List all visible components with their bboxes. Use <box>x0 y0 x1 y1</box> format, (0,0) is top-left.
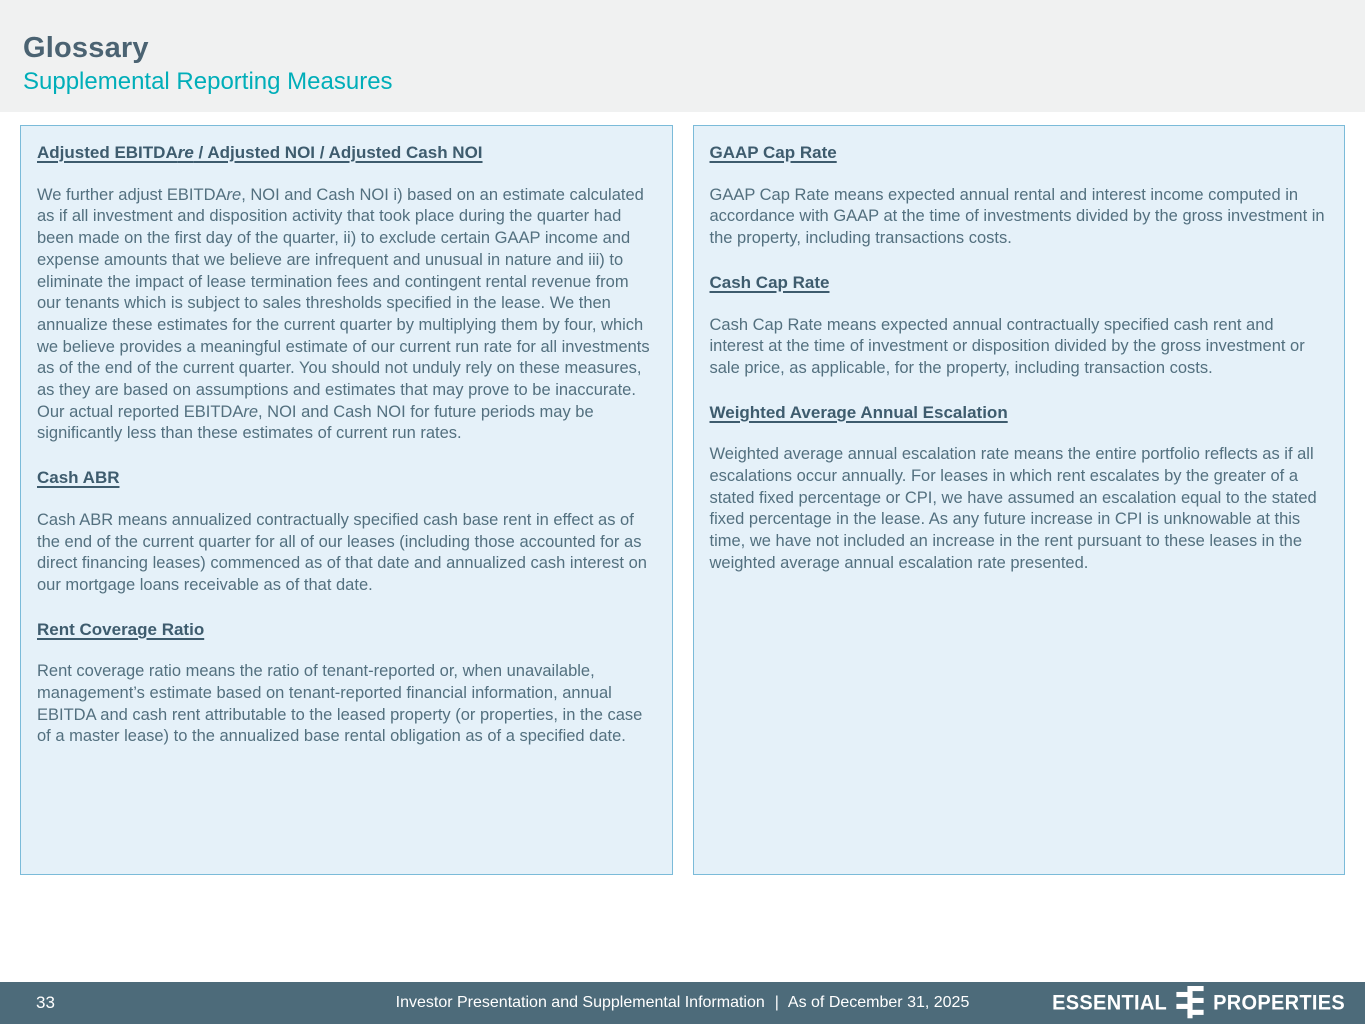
glossary-term-adjusted-ebitdare: Adjusted EBITDAre / Adjusted NOI / Adjusted Cash NOI <box>37 143 483 162</box>
glossary-definition-weighted-average-annual-escalation: Weighted average annual escalation rate means the entire portfolio reflects as if all escalations occur annually. For leases in which rent escalates by the greater of a stated fixed percentage or CPI, we have assumed an escalation equal to the stated fixed percentage in the lease. As any future increase in CPI is unknowable at this time, we have not included an increase in the rent pursuant to these leases in the weighted average annual escalation rate presented. <box>709 445 1317 572</box>
footer-separator: | <box>774 994 779 1011</box>
footer-bar <box>0 982 1365 1024</box>
footer-caption-text: Investor Presentation and Supplemental Information <box>395 994 765 1011</box>
essential-properties-logo <box>1052 986 1345 1020</box>
glossary-term-cash-abr: Cash ABR <box>37 468 120 488</box>
slide-header <box>0 0 1365 112</box>
glossary-definition-adjusted-ebitdare: We further adjust EBITDAre, NOI and Cash NOI i) based on an estimate calculated as if all investment and disposition activity that took place during the quarter had been made on the first day of the quarter, ii) to exclude certain GAAP income and expense amounts that we believe are infrequent and unusual in nature and iii) to eliminate the impact of lease termination fees and contingent rental revenue from our tenants which is subject to sales thresholds specified in the lease. We then annualize these estimates for the current quarter by multiplying them by four, which we believe provides a meaningful estimate of our current run rate for all investments as of the end of the current quarter. You should not unduly rely on these measures, as they are based on assumptions and estimates that may prove to be inaccurate. Our actual reported EBITDAre, NOI and Cash NOI for future periods may be significantly less than these estimates of current run rates. <box>37 185 650 443</box>
glossary-box-left <box>20 125 673 875</box>
page-title: Glossary <box>23 32 149 64</box>
glossary-definition-cash-abr: Cash ABR means annualized contractually specified cash base rent in effect as of the end of the current quarter for all of our leases (including those accounted for as direct financing leases) commenced as of that date and annualized cash interest on our mortgage loans receivable as of that date. <box>37 510 647 594</box>
footer-as-of-date: As of December 31, 2025 <box>787 994 970 1011</box>
glossary-box-right <box>693 125 1346 875</box>
logo-word-essential: ESSENTIAL <box>1052 990 1168 1015</box>
glossary-term-weighted-average-annual-escalation: Weighted Average Annual Escalation <box>709 402 1008 422</box>
glossary-definition-gaap-cap-rate: GAAP Cap Rate means expected annual rental and interest income computed in accordance with GAAP at the time of investments divided by the gross investment in the property, including transactions costs. <box>709 185 1325 248</box>
glossary-term-cash-cap-rate: Cash Cap Rate <box>709 272 830 292</box>
page-number: 33 <box>36 993 55 1012</box>
glossary-columns <box>20 125 1345 875</box>
glossary-term-rent-coverage-ratio: Rent Coverage Ratio <box>37 619 205 639</box>
essential-properties-logo-icon <box>1176 986 1204 1020</box>
glossary-definition-cash-cap-rate: Cash Cap Rate means expected annual contractually specified cash rent and interest at the time of investment or disposition divided by the gross investment or sale price, as applicable, for the property, including transaction costs. <box>709 315 1305 377</box>
page-subtitle: Supplemental Reporting Measures <box>23 67 393 95</box>
glossary-term-gaap-cap-rate: GAAP Cap Rate <box>709 143 837 162</box>
footer-caption <box>396 994 970 1012</box>
glossary-definition-rent-coverage-ratio: Rent coverage ratio means the ratio of tenant-reported or, when unavailable, management’s estimate based on tenant-reported financial information, annual EBITDA and cash rent attributable to the leased property (or properties, in the case of a master lease) to the annualized base rental obligation as of a specified date. <box>37 662 643 746</box>
logo-word-properties: PROPERTIES <box>1213 990 1345 1015</box>
